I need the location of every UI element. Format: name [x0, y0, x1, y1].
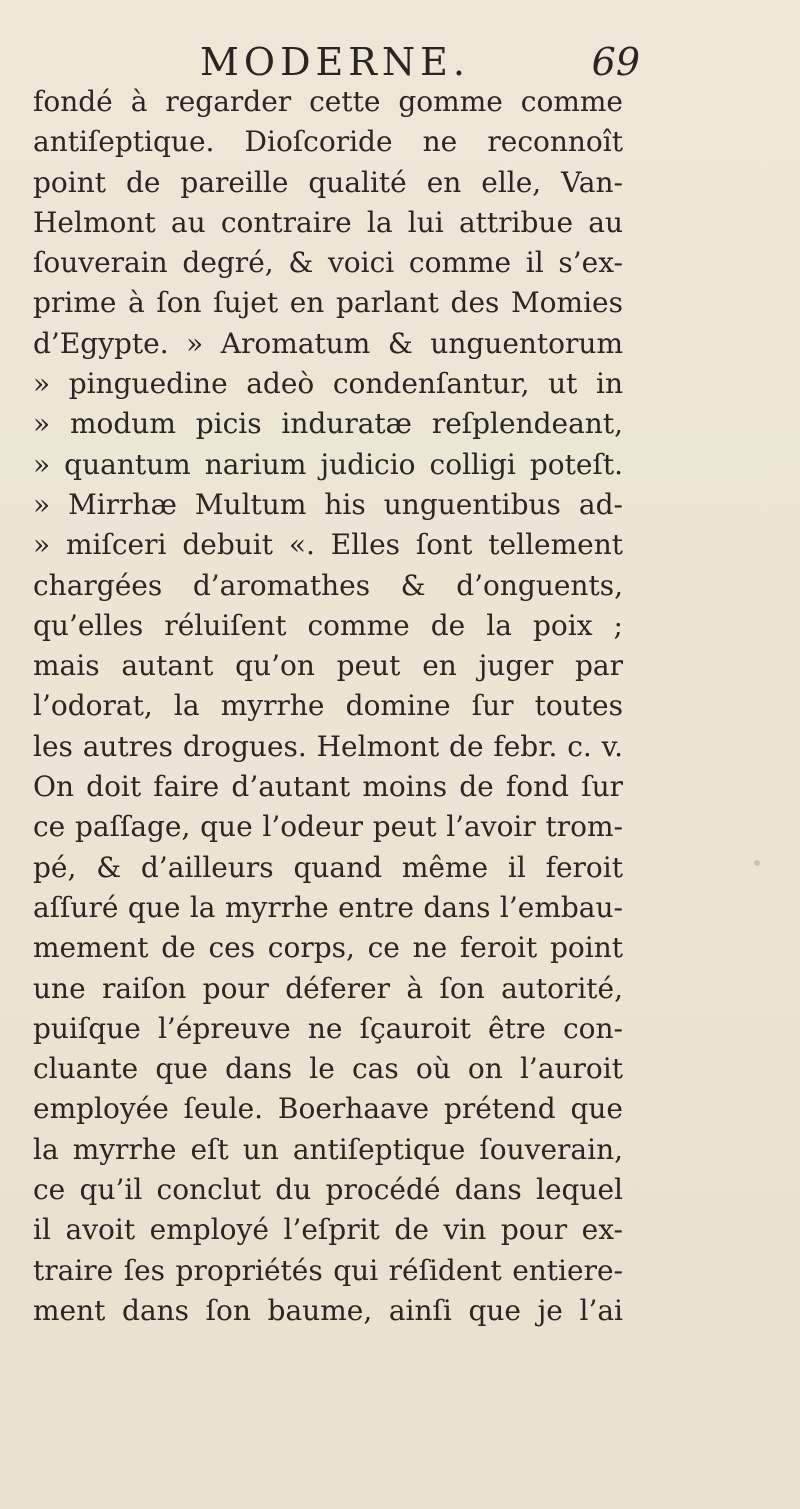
page-number: 69 — [591, 40, 640, 84]
text-line: fondé à regarder cette gomme comme — [33, 85, 623, 118]
text-line: On doit faire d’autant moins de fond ſur — [33, 770, 623, 804]
text-line: ſouverain degré, & voici comme il s’ex- — [33, 246, 623, 280]
text-line: » Mirrhæ Multum his unguentibus ad- — [33, 487, 623, 521]
text-line: employée ſeule. Boerhaave prétend que — [33, 1092, 623, 1126]
text-line: cluante que dans le cas où on l’auroit — [33, 1052, 623, 1086]
text-line: » pinguedine adeò condenſantur, ut in — [33, 367, 623, 401]
text-line: ment dans ſon baume, ainſi que je l’ai — [33, 1293, 623, 1327]
text-line: mement de ces corps, ce ne feroit point — [33, 931, 623, 965]
text-line: qu’elles réluiſent comme de la poix ; — [33, 608, 623, 642]
text-line: » miſceri debuit «. Elles ſont tellement — [33, 528, 623, 562]
text-line: pé, & d’ailleurs quand même il feroit — [33, 850, 623, 884]
text-line: puiſque l’épreuve ne ſçauroit être con- — [33, 1011, 623, 1045]
text-line: chargées d’aromathes & d’onguents, — [33, 568, 623, 602]
text-line: » modum picis induratæ reſplendeant, — [33, 407, 623, 441]
body-text — [33, 82, 623, 1331]
text-line: prime à ſon ſujet en parlant des Momies — [33, 286, 623, 320]
text-line: les autres drogues. Helmont de febr. c. v. — [33, 729, 623, 763]
text-line: point de pareille qualité en elle, Van- — [33, 165, 623, 199]
text-line: d’Egypte. » Aromatum & unguentorum — [33, 326, 623, 360]
text-line: antiſeptique. Dioſcoride ne reconnoît — [33, 125, 623, 159]
text-line: ce paſſage, que l’odeur peut l’avoir trom- — [33, 810, 623, 844]
running-title: MODERNE. — [200, 40, 470, 84]
text-line: Helmont au contraire la lui attribue au — [33, 205, 623, 239]
text-line: traire ſes propriétés qui réſident entiere- — [33, 1253, 623, 1287]
text-line: aſſuré que la myrrhe entre dans l’embau- — [33, 890, 623, 924]
text-line: l’odorat, la myrrhe domine ſur toutes — [33, 689, 623, 723]
text-line: mais autant qu’on peut en juger par — [33, 649, 623, 683]
text-line: ce qu’il conclut du procédé dans lequel — [33, 1173, 623, 1207]
text-line: il avoit employé l’eſprit de vin pour ex- — [33, 1213, 623, 1247]
text-line: la myrrhe eſt un antiſeptique ſouverain, — [33, 1132, 623, 1166]
text-line: » quantum narium judicio colligi poteſt. — [33, 447, 623, 481]
text-line: une raiſon pour déferer à ſon autorité, — [33, 971, 623, 1005]
paper-spot — [754, 860, 760, 866]
